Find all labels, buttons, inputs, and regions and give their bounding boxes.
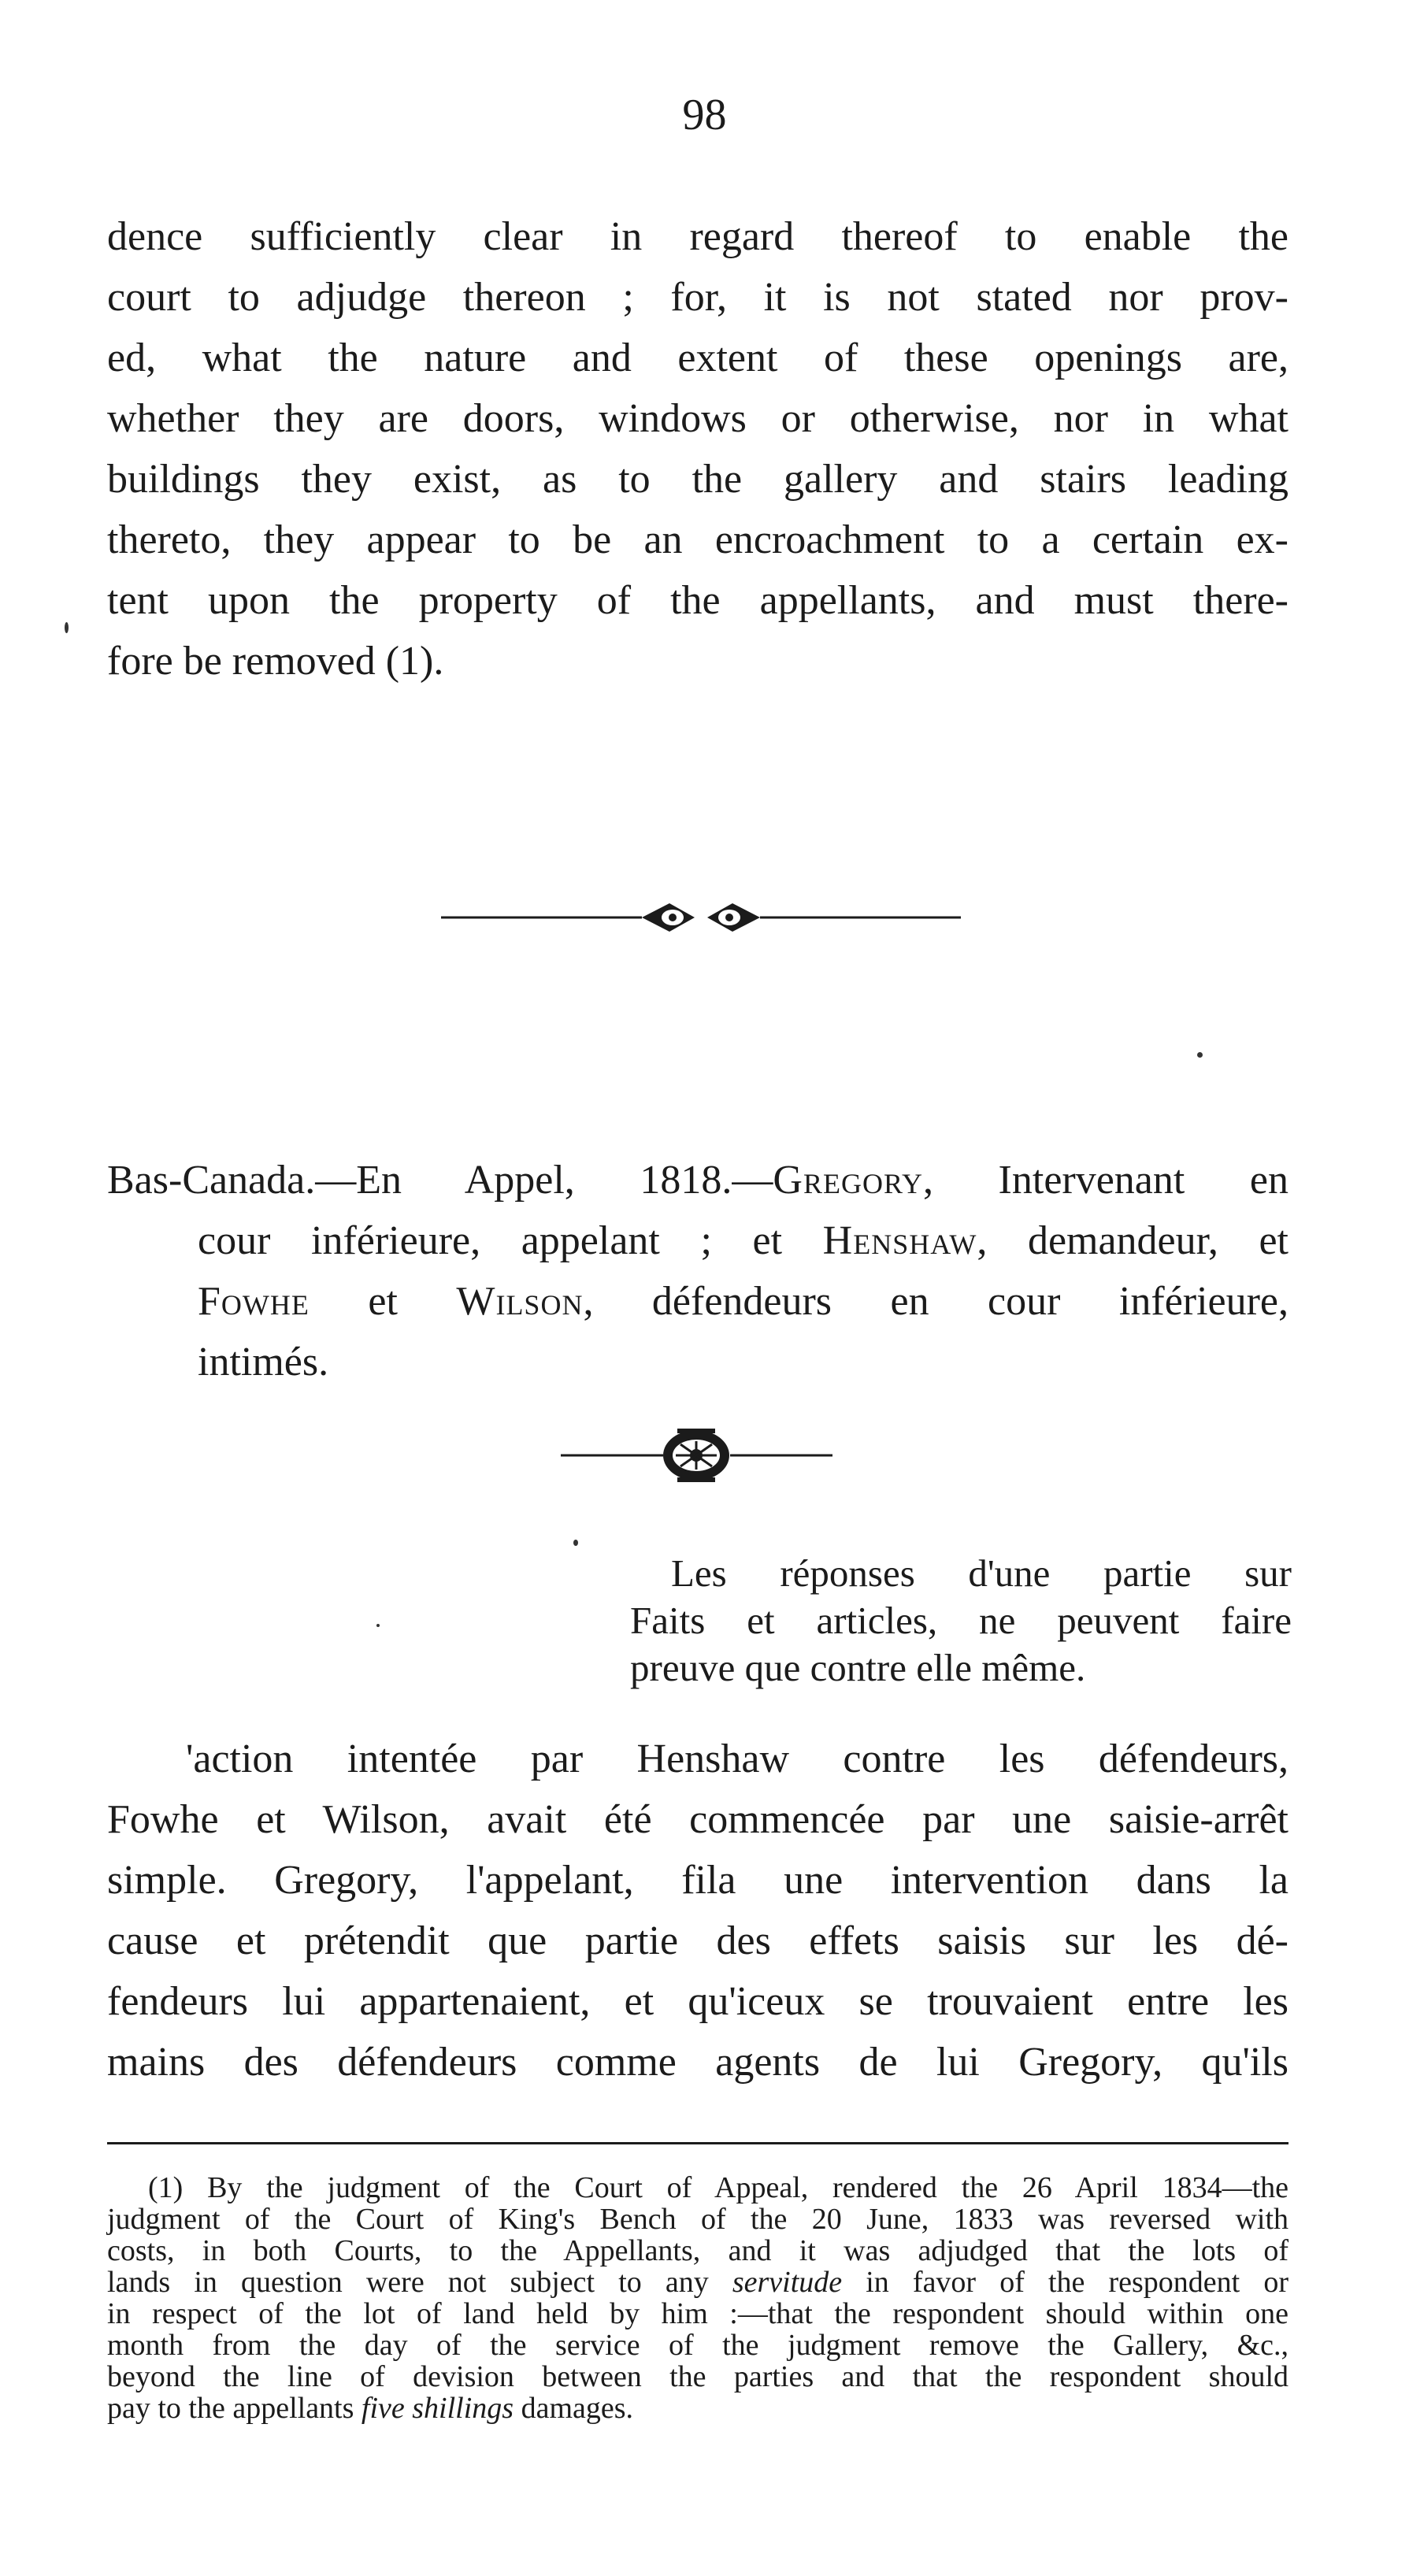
text-line: thereto, they appear to be an encroachment to a certain ex- bbox=[107, 517, 1288, 562]
scan-speck bbox=[376, 1624, 380, 1627]
text-line: tent upon the property of the appellants, and must there- bbox=[107, 578, 1288, 623]
paragraph-continuation bbox=[107, 206, 1288, 691]
scan-speck bbox=[573, 1540, 578, 1546]
footnote-rule bbox=[107, 2142, 1288, 2144]
footnote-line: (1) By the judgment of the Court of Appeal, rendered the 26 April 1834—the bbox=[148, 2171, 1288, 2204]
headnote bbox=[630, 1550, 1292, 1692]
footnote-text: pay to the appellants bbox=[107, 2392, 362, 2425]
text-line: fore be removed (1). bbox=[107, 639, 444, 684]
footnote-italic: five shillings bbox=[361, 2392, 514, 2425]
case-heading-text: cour inférieure, appelant ; et bbox=[198, 1218, 823, 1263]
text-line: 'action intentée par Henshaw contre les défendeurs, bbox=[186, 1736, 1288, 1781]
footnote-line: judgment of the Court of King's Bench of the 20 June, 1833 was reversed with bbox=[107, 2203, 1288, 2236]
party-name: Gregory bbox=[773, 1158, 923, 1203]
paragraph-body bbox=[107, 1729, 1288, 2092]
page-number: 98 bbox=[682, 91, 727, 139]
scan-speck bbox=[65, 622, 69, 633]
case-heading-line bbox=[107, 1271, 1288, 1332]
text-line: ed, what the nature and extent of these openings are, bbox=[107, 335, 1288, 380]
headnote-line: Les réponses d'une partie sur bbox=[671, 1551, 1292, 1595]
footnote-line: in respect of the lot of land held by him :—that the respondent should within one bbox=[107, 2297, 1288, 2330]
case-heading-line: intimés. bbox=[198, 1340, 329, 1384]
text-line: dence sufficiently clear in regard thereof to enable the bbox=[107, 214, 1288, 259]
footnote-line: month from the day of the service of the judgment remove the Gallery, &c., bbox=[107, 2329, 1288, 2362]
text-line: buildings they exist, as to the gallery and stairs leading bbox=[107, 457, 1288, 502]
case-heading-text: Bas-Canada.—En Appel, 1818.— bbox=[107, 1158, 773, 1203]
case-heading-text: , Intervenant en bbox=[922, 1158, 1288, 1203]
footnote-line: beyond the line of devision between the parties and that the respondent should bbox=[107, 2360, 1288, 2393]
text-line: fendeurs lui appartenaient, et qu'iceux se trouvaient entre les bbox=[107, 1979, 1288, 2024]
case-heading-text: et bbox=[309, 1279, 457, 1324]
ornament-divider-icon bbox=[441, 894, 961, 941]
headnote-line: preuve que contre elle même. bbox=[630, 1646, 1086, 1689]
headnote-line: Faits et articles, ne peuvent faire bbox=[630, 1599, 1292, 1642]
text-line: cause et prétendit que partie des effets saisis sur les dé- bbox=[107, 1918, 1288, 1963]
ornament-rosette-icon bbox=[561, 1424, 832, 1487]
text-line: court to adjudge thereon ; for, it is not stated nor prov- bbox=[107, 275, 1288, 320]
case-heading-text: , défendeurs en cour inférieure, bbox=[583, 1279, 1289, 1324]
case-heading bbox=[107, 1150, 1288, 1392]
case-heading-line bbox=[107, 1150, 1288, 1210]
footnote-line bbox=[107, 2267, 1288, 2298]
text-line: mains des défendeurs comme agents de lui Gregory, qu'ils bbox=[107, 2040, 1288, 2085]
text-line: whether they are doors, windows or otherwise, nor in what bbox=[107, 396, 1288, 441]
footnote-text: in favor of the respondent or bbox=[842, 2266, 1288, 2299]
footnote-italic: servitude bbox=[732, 2266, 843, 2299]
party-name: Fowhe bbox=[198, 1279, 310, 1324]
text-line: simple. Gregory, l'appelant, fila une intervention dans la bbox=[107, 1858, 1288, 1903]
footnote-line: costs, in both Courts, to the Appellants, and it was adjudged that the lots of bbox=[107, 2234, 1288, 2267]
text-line: Fowhe et Wilson, avait été commencée par une saisie-arrêt bbox=[107, 1797, 1288, 1842]
party-name: Henshaw bbox=[822, 1218, 977, 1263]
footnote bbox=[107, 2172, 1288, 2424]
case-heading-line bbox=[107, 1210, 1288, 1271]
footnote-line bbox=[107, 2393, 1288, 2424]
case-heading-text: , demandeur, et bbox=[977, 1218, 1289, 1263]
party-name: Wilson bbox=[456, 1279, 584, 1324]
scan-speck bbox=[1197, 1052, 1203, 1058]
footnote-text: lands in question were not subject to any bbox=[107, 2266, 732, 2299]
footnote-text: damages. bbox=[514, 2392, 634, 2425]
